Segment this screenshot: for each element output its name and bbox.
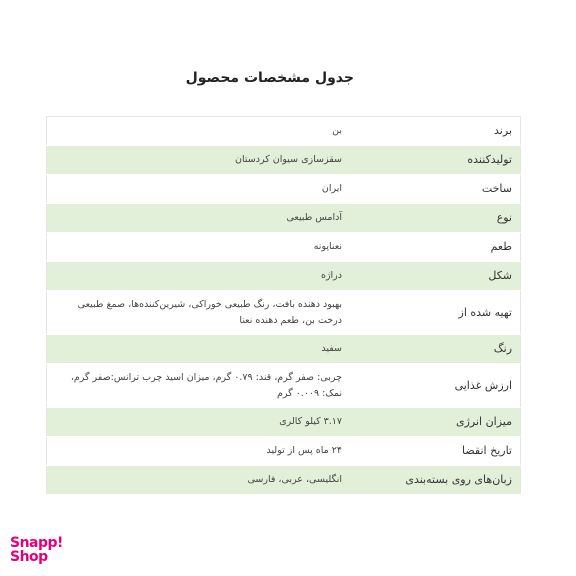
- spec-value: بن: [47, 117, 351, 146]
- spec-key: تهیه شده از: [350, 291, 521, 335]
- spec-value: چربی: صفر گرم، قند: ۰.۷۹ گرم، میزان اسید چرب ترانس:صفر گرم، نمک: ۰.۰۰۹ گرم: [47, 364, 351, 408]
- page-title: جدول مشخصات محصول: [185, 70, 354, 86]
- spec-value: سفید: [47, 335, 351, 364]
- spec-key: ارزش غذایی: [350, 364, 521, 408]
- spec-value: انگلیسی، عربی، فارسی: [47, 466, 351, 495]
- spec-value: بهبود دهنده بافت، رنگ طبیعی خوراکی، شیرین‌کننده‌ها، صمغ طبیعی درخت بن، طعم دهنده نعنا: [47, 291, 351, 335]
- spec-key: شکل: [350, 262, 521, 291]
- table-row: [47, 175, 521, 204]
- spec-value: سقزسازی سیوان کردستان: [47, 146, 351, 175]
- table-row: [47, 204, 521, 233]
- spec-key: نوع: [350, 204, 521, 233]
- spec-key: تولیدکننده: [350, 146, 521, 175]
- spec-key: ساخت: [350, 175, 521, 204]
- spec-key: طعم: [350, 233, 521, 262]
- spec-value: ۲۴ ماه پس از تولید: [47, 437, 351, 466]
- table-row: [47, 262, 521, 291]
- spec-value: آدامس طبیعی: [47, 204, 351, 233]
- snappshop-logo[interactable]: [10, 536, 63, 564]
- table-row: [47, 364, 521, 408]
- table-row: [47, 291, 521, 335]
- spec-key: زبان‌های روی بسته‌بندی: [350, 466, 521, 495]
- table-row: [47, 146, 521, 175]
- logo-line-1: Snapp!: [10, 535, 63, 551]
- table-row: [47, 335, 521, 364]
- table-row: [47, 437, 521, 466]
- spec-table-body: [47, 117, 521, 495]
- table-row: [47, 233, 521, 262]
- spec-key: رنگ: [350, 335, 521, 364]
- table-row: [47, 466, 521, 495]
- spec-value: ۳.۱۷ کیلو کالری: [47, 408, 351, 437]
- spec-value: ایران: [47, 175, 351, 204]
- logo-line-2: Shop: [10, 549, 48, 565]
- spec-key: میزان انرژی: [350, 408, 521, 437]
- spec-key: برند: [350, 117, 521, 146]
- spec-key: تاریخ انقضا: [350, 437, 521, 466]
- spec-table: [46, 116, 521, 495]
- table-row: [47, 408, 521, 437]
- spec-value: نعناپونه: [47, 233, 351, 262]
- table-row: [47, 117, 521, 146]
- spec-value: دراژه: [47, 262, 351, 291]
